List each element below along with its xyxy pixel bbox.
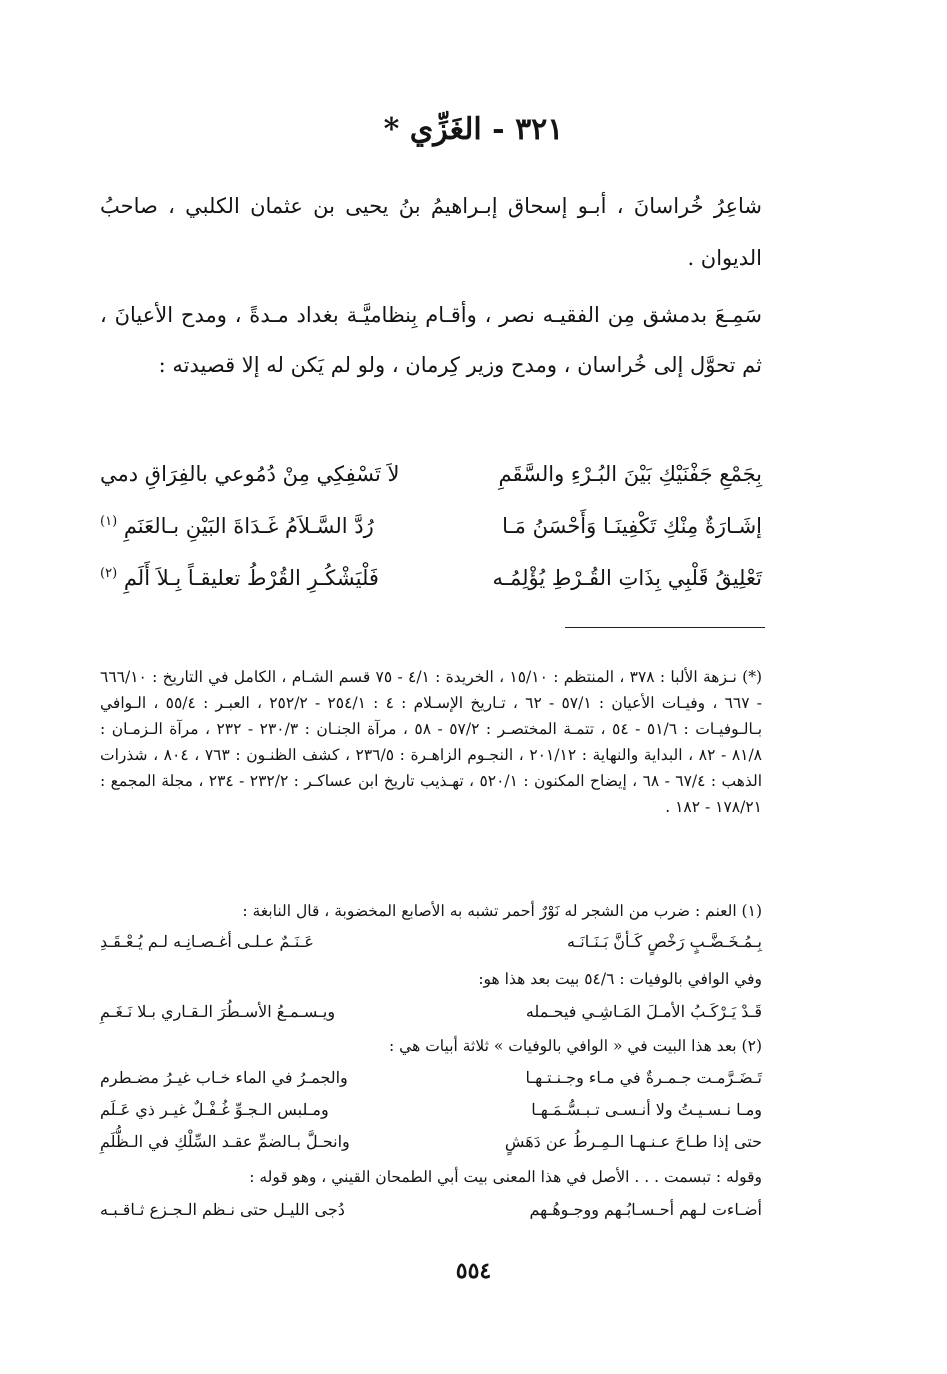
footnote-2-verse bbox=[100, 1100, 762, 1126]
body-paragraph: سَمِـعَ بدمشق مِن الفقيـه نصر ، وأقـام بِنظاميَّـة بغداد مـدةً ، ومدح الأعيانَ ، ثم تحوَّل إلى خُراسان ، ومدح وزير كِرمان ، ولو لم يَكن له إلا قصيدته : bbox=[100, 303, 762, 377]
verse-second-hemistich: رُدَّ السَّـلاَمُ غَـدَاةَ البَيْنِ بـالعَنَمِ $^{(١)}$ bbox=[100, 514, 374, 538]
sources-footnote: (*) نـزهة الألبا : ٣٧٨ ، المنتظم : ١٥/١٠ ، الخريدة : ٤/١ - ٧٥ قسم الشـام ، الكامل في التاريخ : ٦٦٦/١٠ - ٦٦٧ ، وفيـات الأعيان : ٥٧/١ - ٦٢ ، تـاريخ الإسـلام : ٤ : ٢٥٤/١ - ٢٥٢/٢ ، العبـر : ٥٥/٤ ، الـوافي بـالـوفيـات : ٥١/٦ - ٥٤ ، تتمـة المختصـر : ٥٧/٢ - ٥٨ ، مرآة الجنـان : ٢٣٠/٣ - ٢٣٢ ، مرآة الـزمـان : ٨١/٨ - ٨٢ ، البداية والنهاية : ٢٠١/١٢ ، النجـوم الزاهـرة : ٢٣٦/٥ ، كشف الظنـون : ٧٦٣ ، ٨٠٤ ، شذرات الذهب : ٦٧/٤ - ٦٨ ، إيضاح المكنون : ٥٢٠/١ ، تهـذيب تاريخ ابن عساكـر : ٢٣٢/٢ - ٢٣٤ ، مجلة المجمع : ١٧٨/٢١ - ١٨٢ . bbox=[100, 668, 763, 816]
verse-first-hemistich: إشَـارَةٌ مِنْكِ تَكْفِينَـا وَأَحْسَنُ مَـا bbox=[502, 514, 762, 538]
verse-first-hemistich: تَعْلِيقُ قَلْبِي بِذَاتِ القُـرْطِ يُؤْلِمُـه bbox=[492, 566, 762, 590]
verse-second-hemistich: ويـسـمـعُ الأسـطُرَ الـقـاري بـلا نَـغَـمِ bbox=[100, 1002, 336, 1021]
verse-second-hemistich: عَـنَـمٌ عـلـى أغـصـانِـه لـم يُـعْـقَـدِ bbox=[100, 932, 314, 951]
verse-second-hemistich: لاَ تَسْفِكِي مِنْ دُمُوعي بالفِرَاقِ دمي bbox=[100, 462, 400, 486]
verse-first-hemistich: ومـا نـسـيـتُ ولا أنـسـى تـبـسُّـمَـهـا bbox=[531, 1100, 762, 1119]
poem-verse bbox=[100, 566, 762, 608]
verse-second-hemistich: دُجى الليـل حتى نـظم الـجـزع ثـاقـبـه bbox=[100, 1200, 345, 1219]
verse-first-hemistich: حتى إذا طـاحَ عـنـهـا الـمِـرطُ عن دَهَشٍ bbox=[504, 1132, 762, 1151]
verse-second-hemistich: وانحـلَّ بـالضمِّ عقـد السِّلْكِ في الـظُّلَمِ bbox=[100, 1132, 350, 1151]
footnote-2-last-verse bbox=[100, 1200, 762, 1226]
page-number: ٥٥٤ bbox=[455, 1258, 492, 1284]
verse-second-hemistich: فَلْيَشْكُـرِ القُرْطُ تعليقـاً بِـلاَ أَلَمِ $^{(٢)}$ bbox=[100, 566, 379, 590]
footnote-divider bbox=[565, 627, 765, 628]
poem-verse bbox=[100, 462, 762, 504]
verse-first-hemistich: تَـضَـرَّمـت جـمـرةٌ في مـاء وجـنـتـهـا bbox=[525, 1068, 762, 1087]
footnote-2-comment: وقوله : تبسمت . . . الأصل في هذا المعنى بيت أبي الطمحان القيني ، وهو قوله : bbox=[249, 1168, 762, 1186]
footnote-2-verse bbox=[100, 1068, 762, 1094]
footnote-1-wafi-verse bbox=[100, 1002, 762, 1028]
footnote-2-verse bbox=[100, 1132, 762, 1158]
entry-title: ٣٢١ - الغَزِّي * bbox=[383, 112, 564, 147]
verse-first-hemistich: بِجَمْعِ جَفْنَيْكِ بَيْنَ البُـرْءِ والسَّقَمِ bbox=[498, 462, 762, 486]
footnote-ref: (١) bbox=[100, 514, 118, 529]
verse-second-hemistich: ومـلبس الـجـوِّ غُـفْـلٌ غيـر ذي عَـلَم bbox=[100, 1100, 329, 1119]
footnote-1-intro: (١) العنم : ضرب من الشجر له نَوْرٌ أحمر تشبه به الأصابع المخضوبة ، قال النابغة : bbox=[242, 902, 762, 920]
footnote-ref: (٢) bbox=[100, 566, 118, 581]
verse-first-hemistich: أضـاءت لـهم أحـسـابُـهم ووجـوهُـهم bbox=[529, 1200, 762, 1219]
footnote-2-intro: (٢) بعد هذا البيت في « الوافي بالوفيات » ثلاثة أبيات هي : bbox=[389, 1037, 762, 1055]
poem-verse bbox=[100, 514, 762, 556]
footnote-1-verse bbox=[100, 932, 762, 958]
footnote-1-wafi: وفي الوافي بالوفيات : ٥٤/٦ بيت بعد هذا هو: bbox=[478, 970, 762, 988]
verse-first-hemistich: قَـدْ يَـرْكَـبُ الأمـلَ المَـاشِـي فيحـمله bbox=[525, 1002, 762, 1021]
verse-first-hemistich: بِـمُـخَـضَّـبٍ رَخْصٍ كَـأنَّ بَـنَـانَـه bbox=[566, 932, 762, 951]
verse-second-hemistich: والجمـرُ في الماء خـاب غيـرُ مضـطرم bbox=[100, 1068, 348, 1087]
bio-paragraph: شاعِرُ خُراسانَ ، أبـو إسحاق إبـراهيمُ بنُ يحيى بن عثمان الكلبي ، صاحبُ الديوان . bbox=[100, 194, 762, 270]
